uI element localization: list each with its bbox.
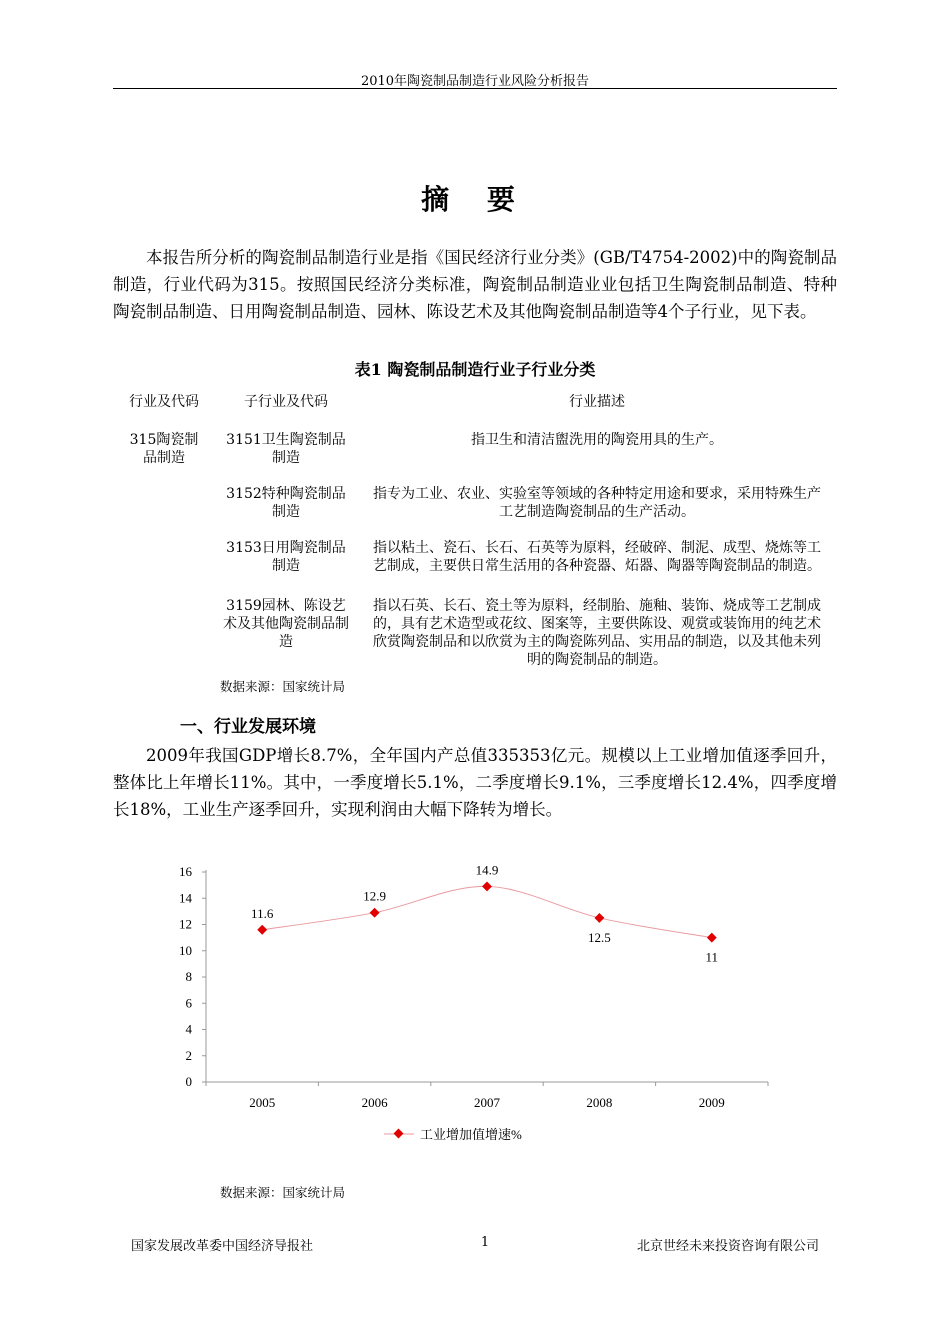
table-cell-sub: 3152特种陶瓷制品制造 (226, 486, 346, 520)
data-label: 11.6 (251, 905, 274, 921)
table-cell-parent: 315陶瓷制品制造 (129, 432, 199, 466)
running-header: 2010年陶瓷制品制造行业风险分析报告 (360, 74, 590, 89)
table-header-subindustry: 子行业及代码 (244, 394, 328, 410)
intro-paragraph: 本报告所分析的陶瓷制品制造行业是指《国民经济行业分类》(GB/T4754-2002)中的陶瓷制品制造，行业代码为315。按照国民经济分类标准，陶瓷制品制造业业包括卫生陶瓷制品制造、特种陶瓷制品制造、日用陶瓷制品制造、园林、陈设艺术及其他陶瓷制品制造等4个子行业，见下表。 (113, 248, 837, 321)
table-header-description: 行业描述 (569, 394, 625, 410)
table-cell-sub: 3159园林、陈设艺术及其他陶瓷制品制造 (223, 598, 349, 650)
data-point (257, 925, 267, 935)
growth-line-chart (160, 850, 800, 1160)
data-label: 12.5 (588, 929, 611, 945)
x-tick-label: 2007 (474, 1095, 500, 1110)
header-rule (113, 88, 837, 89)
data-label: 11 (705, 949, 719, 965)
section-paragraph: 2009年我国GDP增长8.7%，全年国内产总值335353亿元。规模以上工业增加值逐季回升，整体比上年增长11%。其中，一季度增长5.1%，二季度增长9.1%，三季度增长12.4%，四季度增长18%，工业生产逐季回升，实现利润由大幅下降转为增长。 (113, 746, 837, 819)
x-tick-label: 2009 (698, 1095, 725, 1110)
y-tick-label: 0 (185, 1074, 192, 1089)
table-source: 数据来源：国家统计局 (220, 679, 346, 694)
footer-right: 北京世经未来投资咨询有限公司 (636, 1239, 819, 1254)
table-title: 表1 陶瓷制品制造行业子行业分类 (354, 360, 596, 379)
y-tick-label: 16 (179, 864, 192, 879)
y-tick-label: 14 (179, 890, 192, 906)
y-tick-label: 6 (185, 995, 192, 1011)
table-header-industry: 行业及代码 (129, 394, 199, 410)
x-tick-label: 2005 (249, 1095, 276, 1110)
page-title: 摘 要 (421, 183, 529, 216)
table-cell-sub: 3151卫生陶瓷制品制造 (226, 432, 346, 466)
legend-label: 工业增加值增速% (420, 1127, 522, 1142)
legend (384, 1127, 522, 1142)
y-tick-label: 10 (179, 942, 192, 958)
section-heading: 一、行业发展环境 (180, 717, 316, 737)
y-tick-label: 8 (185, 969, 192, 984)
y-tick-label: 2 (185, 1047, 192, 1063)
data-point (707, 933, 717, 943)
table-cell-desc: 指以石英、长石、瓷土等为原料，经制胎、施釉、装饰、烧成等工艺制成的，具有艺术造型或花纹、图案等，主要供陈设、观赏或装饰用的纯艺术欣赏陶瓷制品和以欣赏为主的陶瓷陈列品、实用品的制造，以及其他未列明的陶瓷制品的制造。 (373, 598, 821, 668)
data-point (594, 913, 604, 923)
table-cell-desc: 指专为工业、农业、实验室等领域的各种特定用途和要求，采用特殊生产工艺制造陶瓷制品的生产活动。 (373, 486, 821, 520)
legend-marker (394, 1129, 404, 1139)
page-number: 1 (480, 1235, 490, 1250)
chart-source: 数据来源：国家统计局 (220, 1185, 346, 1200)
data-point (370, 908, 380, 918)
y-tick-label: 12 (179, 916, 192, 932)
x-tick-label: 2006 (361, 1095, 388, 1110)
y-tick-label: 4 (185, 1021, 192, 1037)
table-cell-desc: 指卫生和清洁盥洗用的陶瓷用具的生产。 (471, 432, 723, 448)
table-cell-sub: 3153日用陶瓷制品制造 (226, 540, 346, 574)
series-line (262, 886, 712, 937)
data-label: 14.9 (475, 862, 499, 878)
data-point (482, 881, 492, 891)
x-tick-label: 2008 (586, 1095, 613, 1110)
table-cell-desc: 指以粘土、瓷石、长石、石英等为原料，经破碎、制泥、成型、烧炼等工艺制成，主要供日常生活用的各种瓷器、炻器、陶器等陶瓷制品的制造。 (373, 540, 821, 574)
footer-left: 国家发展改革委中国经济导报社 (131, 1239, 314, 1254)
data-label: 12.9 (363, 888, 386, 904)
